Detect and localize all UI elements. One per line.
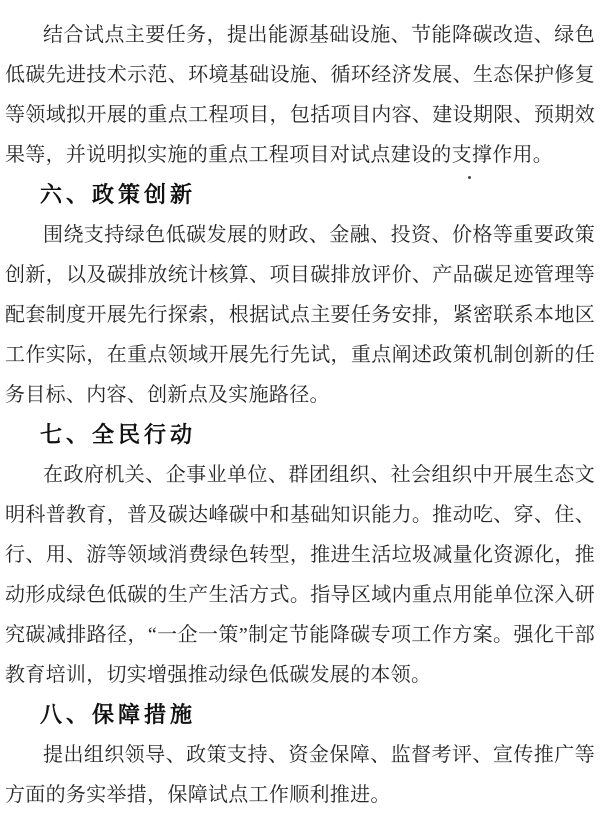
policy-innovation-paragraph: 围绕支持绿色低碳发展的财政、金融、投资、价格等重要政策创新，以及碳排放统计核算、项目碳排放评价、产品碳足迹管理等配套制度开展先行探索，根据试点主要任务安排，紧密联系本地区工作实际，在重点领域开展先行先试，重点阐述政策机制创新的任务目标、内容、创新点及实施路径。 [5,224,595,406]
document-body [5,15,595,815]
key-projects-paragraph: 结合试点主要任务，提出能源基础设施、节能降碳改造、绿色低碳先进技术示范、环境基础设施、循环经济发展、生态保护修复等领域拟开展的重点工程项目，包括项目内容、建设期限、预期效果等，并说明拟实施的重点工程项目对试点建设的支撑作用。 [5,24,595,166]
public-action-paragraph: 在政府机关、企事业单位、群团组织、社会组织中开展生态文明科普教育，普及碳达峰碳中和基础知识能力。推动吃、穿、住、行、用、游等领域消费绿色转型，推进生活垃圾减量化资源化，推动形成绿色低碳的生产生活方式。指导区域内重点用能单位深入研究碳减排路径，“一企一策”制定节能降碳专项工作方案。强化干部教育培训，切实增强推动绿色低碳发展的本领。 [5,464,595,686]
safeguards-paragraph: 提出组织领导、政策支持、资金保障、监督考评、宣传推广等方面的务实举措，保障试点工作顺利推进。 [5,744,595,806]
ink-speck [468,176,471,179]
heading-public-action: 七、全民行动 [40,422,197,447]
heading-safeguards: 八、保障措施 [40,702,197,727]
heading-policy-innovation: 六、政策创新 [40,182,197,207]
